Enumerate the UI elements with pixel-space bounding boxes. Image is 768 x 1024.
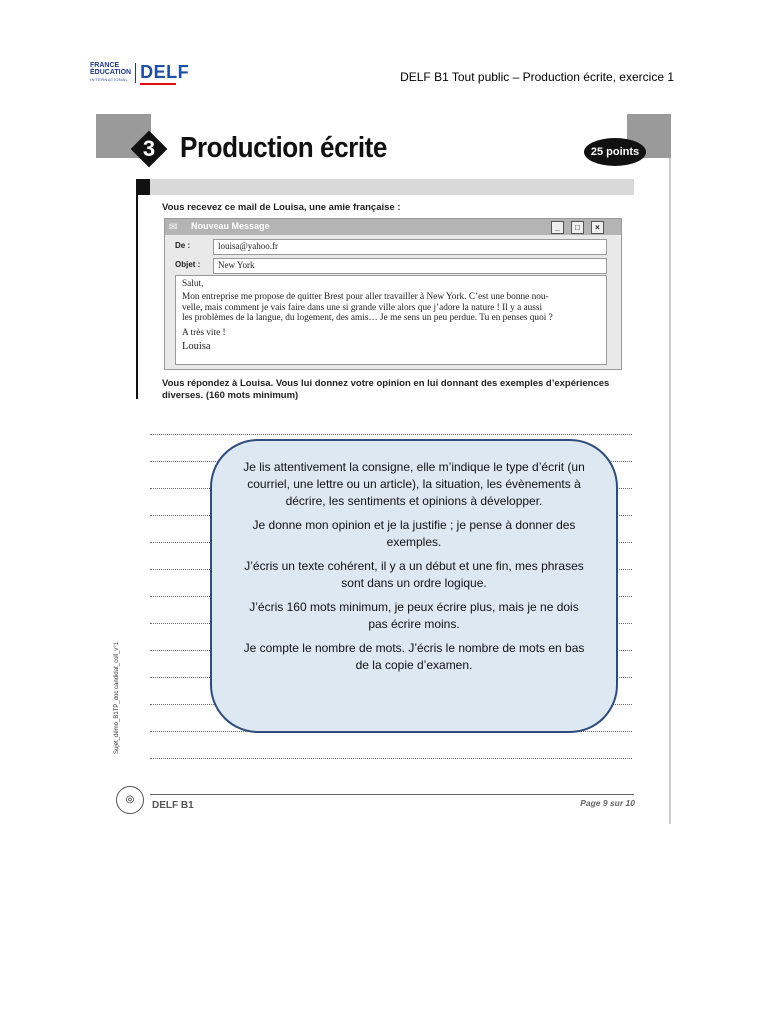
logo-delf-brand [140,62,189,83]
header-strip [136,179,634,195]
mail-body-line: velle, mais comment je vais faire dans une si grande ville alors que j’adore la nature ! Il y a aussi [182,302,543,313]
exercise-intro: Vous recevez ce mail de Louisa, une amie française : [162,202,401,213]
subject-field [213,258,607,274]
mail-body-line: les problèmes de la langue, du logement, des amis… Je me sens un peu perdue. Tu en penses quoi ? [182,313,553,323]
advice-paragraph: Je donne mon opinion et je la justifie ; je pense à donner des exemples. [252,518,576,549]
mail-body-line: Mon entreprise me propose de quitter Brest pour aller travailler à New York. C’est une bonne nou- [182,292,549,302]
subject-label: Objet : [175,260,201,269]
mail-window [164,218,622,370]
minimize-icon: _ [551,221,564,234]
logo-line-education: ÉDUCATION [90,69,132,76]
header-strip-marker [136,179,150,195]
section-title: Production écrite [180,132,387,164]
subject-value: New York [218,260,255,270]
points-badge: 25 points [584,138,646,166]
from-label: De : [175,241,191,250]
advice-callout [210,439,618,733]
footer-brand: DELF B1 [152,800,194,811]
mail-window-title: Nouveau Message [191,221,270,231]
footer-page-number: Page 9 sur 10 [580,798,635,808]
section-vertical-rule [136,179,138,399]
logo-france-education [90,62,131,83]
france-education-delf-logo [90,62,189,83]
from-value: louisa@yahoo.fr [218,241,279,251]
ciep-seal-icon: ◎ [116,786,144,814]
mail-titlebar [165,219,621,235]
maximize-icon: □ [571,221,584,234]
exercise-instruction: Vous répondez à Louisa. Vous lui donnez votre opinion en lui donnant des exemples d’expériences diverses. (160 mots minimum) [162,378,610,401]
footer-rule [150,794,634,795]
logo-line-france: FRANCE [90,62,120,69]
writing-line [150,434,632,435]
advice-paragraph: Je lis attentivement la consigne, elle m’indique le type d’écrit (un courriel, une lettre ou un article), la situation, les évènements à décrire, les sentiments et opinions à développer. [243,460,585,508]
advice-paragraph: Je compte le nombre de mots. J’écris le nombre de mots en bas de la copie d’examen. [243,641,585,672]
side-reference-text: Sujet_démo_B1TP_doc candidat_coll_v°1 [114,641,120,754]
page-right-edge [669,158,671,824]
logo-line-international: INTERNATIONAL [90,77,129,82]
mail-body-line: Salut, [182,279,204,289]
mail-body [175,275,607,365]
logo-red-underline [140,83,176,85]
advice-paragraph: J’écris un texte cohérent, il y a un début et une fin, mes phrases sont dans un ordre logique. [244,559,584,590]
mail-body-line: A très vite ! [182,328,226,338]
logo-delf-text: DELF [140,62,190,82]
document-header-title: DELF B1 Tout public – Production écrite, exercice 1 [400,70,674,84]
mail-signature: Louisa [182,341,211,352]
from-field [213,239,607,255]
section-number: 3 [142,136,156,161]
logo-separator [135,63,136,83]
writing-line [150,758,632,759]
advice-paragraph: J’écris 160 mots minimum, je peux écrire plus, mais je ne dois pas écrire moins. [249,600,579,631]
envelope-icon: ✉ [169,222,178,233]
close-icon: × [591,221,604,234]
